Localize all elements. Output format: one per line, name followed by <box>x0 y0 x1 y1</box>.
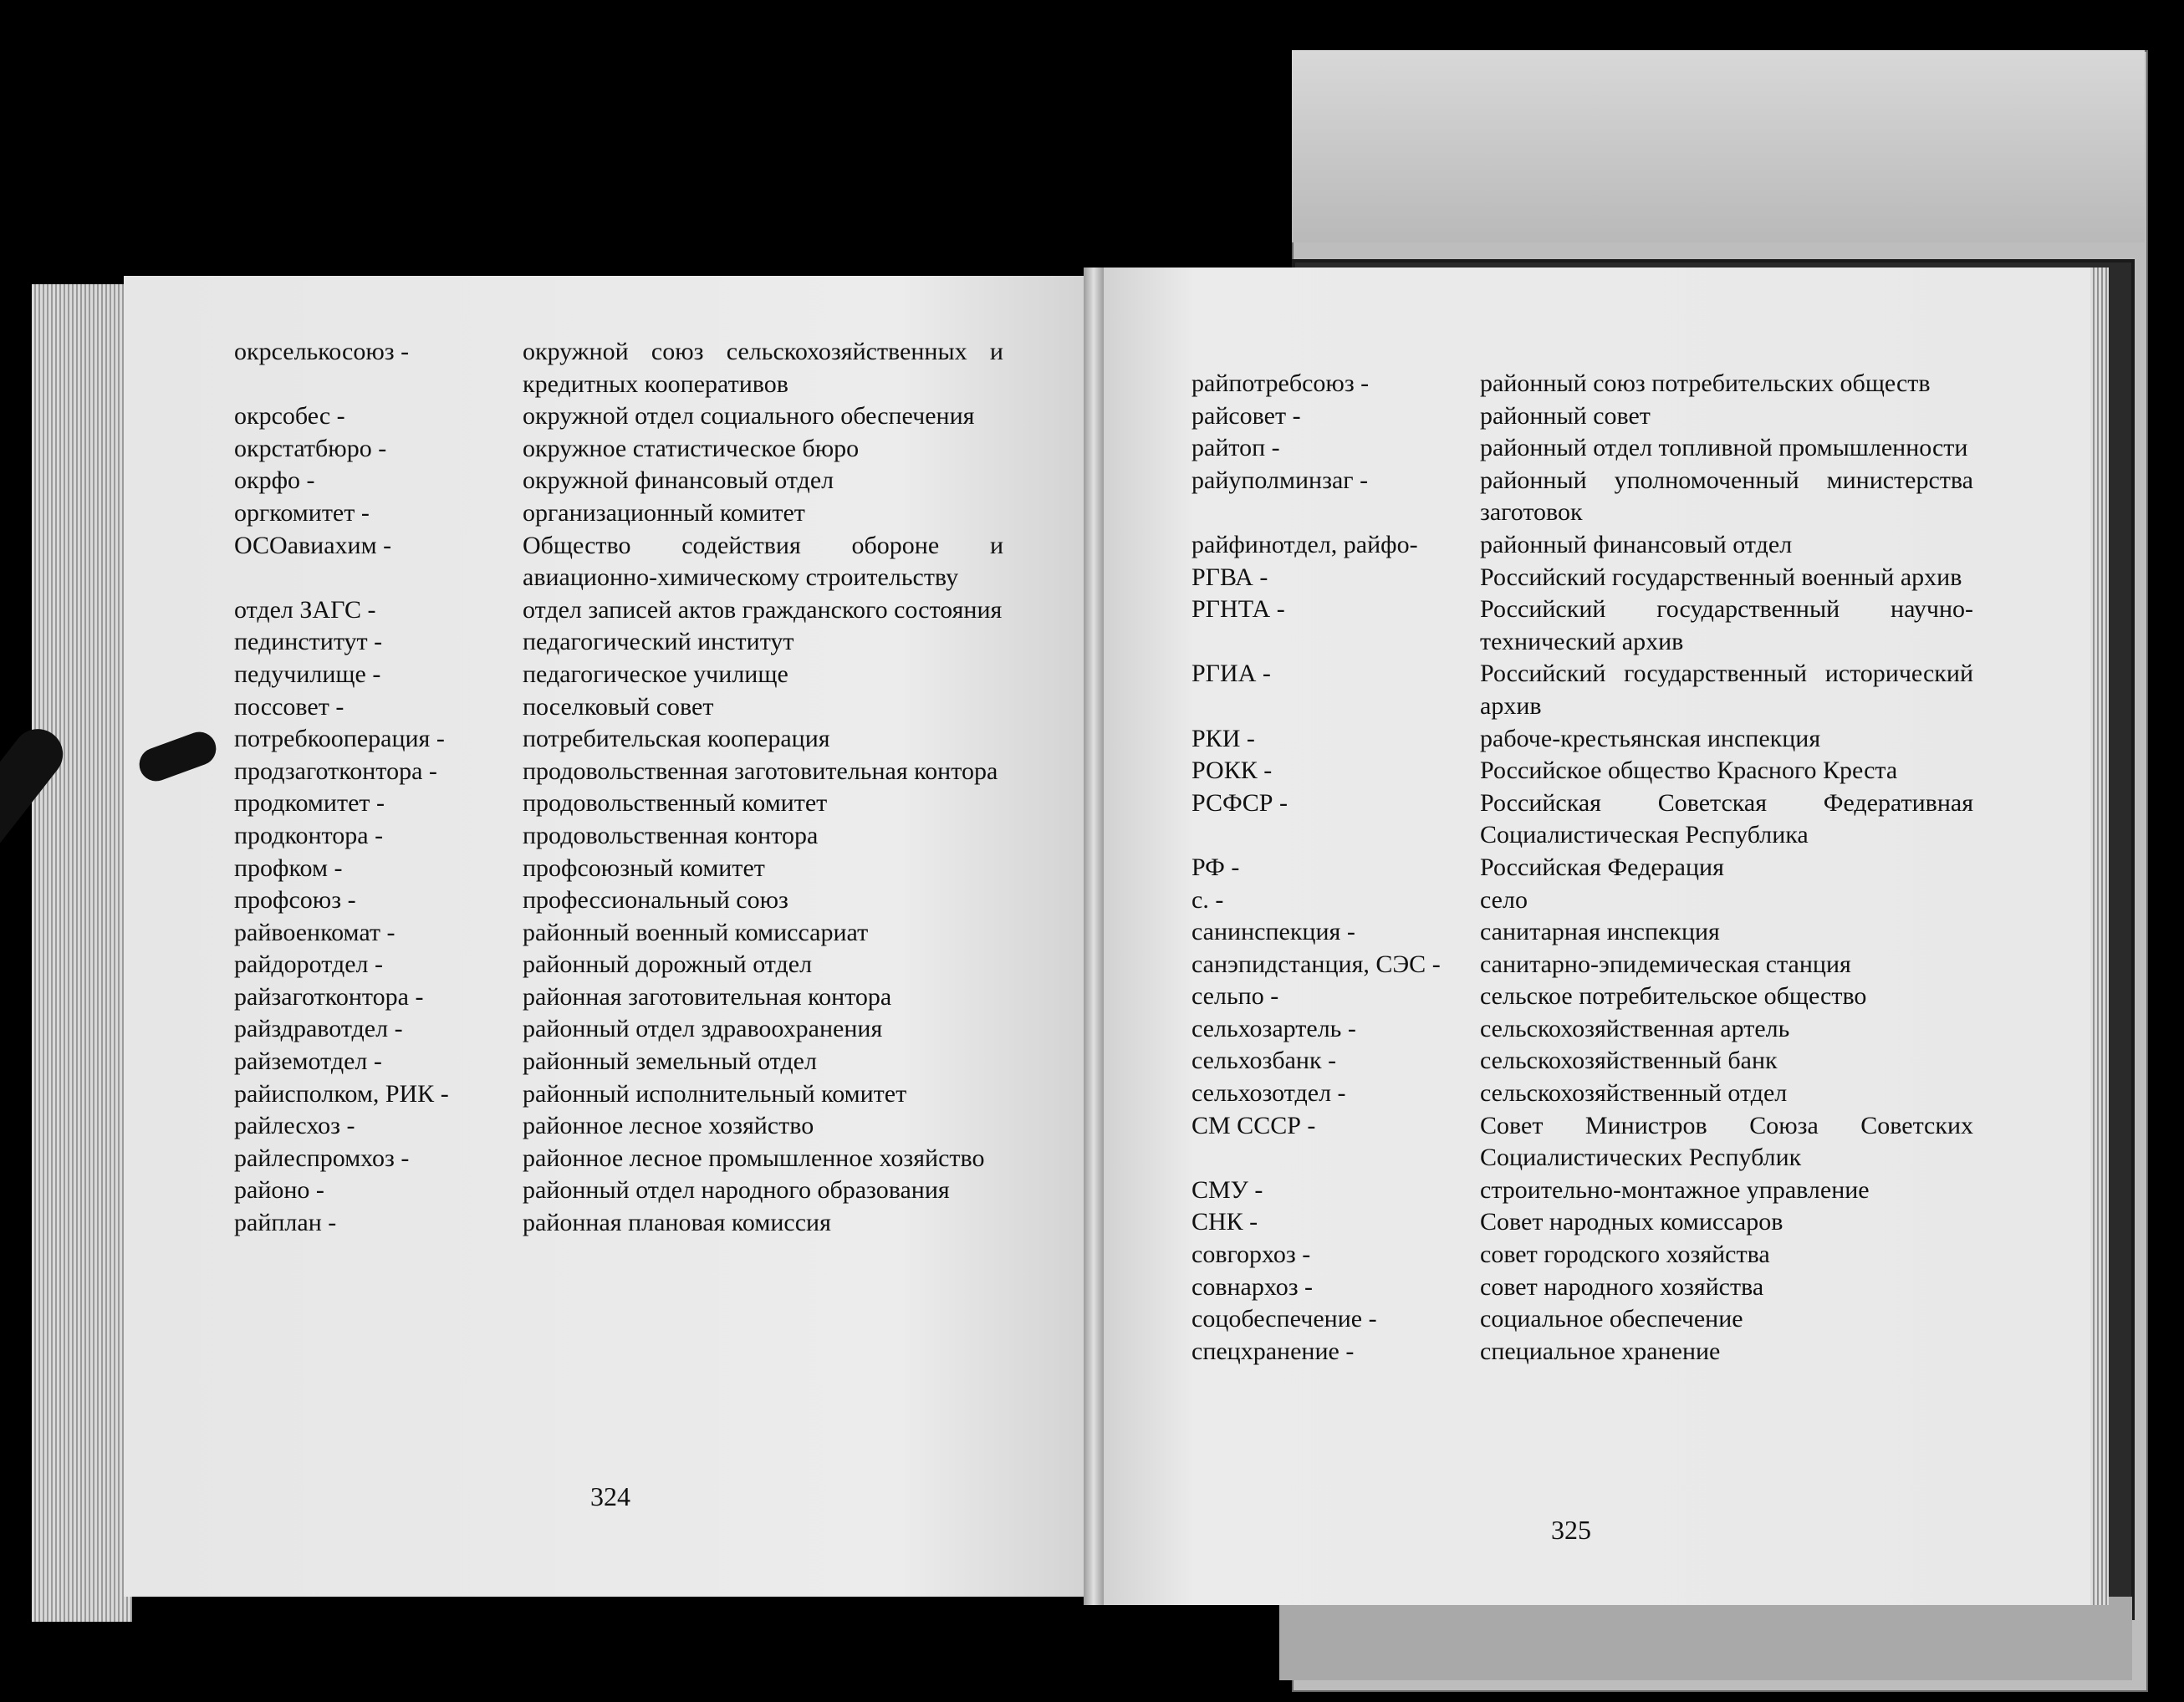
entry-definition: окружной союз сельскохозяйственных и кредитных кооперативов <box>523 338 1003 398</box>
entry-abbreviation: РСФСР - <box>1192 788 1288 817</box>
entry-definition: поселковый совет <box>523 692 714 721</box>
glossary-entry <box>1192 884 1973 917</box>
entry-abbreviation: продконтора - <box>234 821 384 849</box>
entry-definition: профессиональный союз <box>523 886 788 915</box>
entry-definition: районный совет <box>1480 401 1651 430</box>
glossary-entry <box>1192 981 1973 1013</box>
entry-definition: Российское общество Красного Креста <box>1480 757 1898 785</box>
glossary-entry <box>1192 1206 1973 1239</box>
glossary-entry <box>234 853 1003 885</box>
entry-abbreviation: окрфо - <box>234 466 315 495</box>
page-number-left: 324 <box>590 1481 630 1511</box>
glossary-entry <box>1192 1239 1973 1271</box>
entry-definition: село <box>1480 885 1528 914</box>
entry-definition: Российский государственный научно-технический архив <box>1480 595 1973 655</box>
entry-definition: продовольственная заготовительная контора <box>523 757 998 785</box>
glossary-entry <box>1192 723 1973 756</box>
glossary-entry <box>234 465 1003 497</box>
entry-definition: Совет Министров Союза Советских Социалистических Республик <box>1480 1111 1973 1172</box>
entry-definition: Российский государственный военный архив <box>1480 563 1962 591</box>
entry-definition: районная плановая комиссия <box>523 1209 831 1237</box>
glossary-entry <box>234 497 1003 530</box>
entry-abbreviation: отдел ЗАГС - <box>234 595 376 624</box>
glossary-entry <box>1192 1336 1973 1368</box>
background-book-cover <box>1292 50 2145 242</box>
entry-definition: санитарно-эпидемическая станция <box>1480 950 1851 978</box>
entry-definition: профсоюзный комитет <box>523 854 765 882</box>
entry-definition: окружной отдел социального обеспечения <box>523 402 975 431</box>
entry-definition: Российская Федерация <box>1480 853 1724 881</box>
entry-abbreviation: райздравотдел - <box>234 1015 403 1043</box>
glossary-entry <box>1192 916 1973 949</box>
entry-definition: окружной финансовый отдел <box>523 466 834 495</box>
glossary-entry <box>1192 1303 1973 1336</box>
glossary-entry <box>1192 432 1973 465</box>
entry-definition: районный исполнительный комитет <box>523 1079 907 1108</box>
entry-abbreviation: сельхозбанк - <box>1192 1047 1337 1075</box>
entry-abbreviation: ОСОавиахим - <box>234 531 392 559</box>
glossary-entry <box>1192 529 1973 562</box>
entry-definition: районный союз потребительских обществ <box>1480 369 1931 397</box>
entry-abbreviation: оргкомитет - <box>234 498 370 527</box>
entry-abbreviation: продкомитет - <box>234 789 385 818</box>
entry-abbreviation: РОКК - <box>1192 757 1273 785</box>
glossary-entry <box>234 336 1003 400</box>
glossary-entry <box>1192 658 1973 722</box>
entry-definition: сельскохозяйственный отдел <box>1480 1079 1788 1108</box>
book-gutter <box>1084 268 1104 1605</box>
entry-abbreviation: педучилище - <box>234 660 381 688</box>
glossary-entry <box>1192 1013 1973 1046</box>
entry-abbreviation: райисполком, РИК - <box>234 1079 449 1108</box>
entry-definition: районное лесное хозяйство <box>523 1112 814 1140</box>
entry-abbreviation: райзаготконтора - <box>234 982 424 1011</box>
entry-abbreviation: санинспекция - <box>1192 918 1355 946</box>
entry-abbreviation: СНК - <box>1192 1208 1258 1236</box>
entry-abbreviation: райдоротдел - <box>234 950 383 979</box>
glossary-entry <box>234 691 1003 724</box>
glossary-entry <box>1192 787 1973 852</box>
entry-abbreviation: райлеспромхоз - <box>234 1144 410 1172</box>
entry-definition: продовольственный комитет <box>523 789 828 818</box>
page-edges-left <box>32 284 132 1622</box>
entry-abbreviation: окрселькосоюз - <box>234 338 410 365</box>
entry-abbreviation: РГВА - <box>1192 563 1268 591</box>
entry-abbreviation: РФ - <box>1192 853 1240 881</box>
glossary-entry <box>234 400 1003 433</box>
glossary-entry <box>1192 1271 1973 1304</box>
entry-abbreviation: сельхозартель - <box>1192 1014 1356 1042</box>
glossary-entry <box>1192 562 1973 594</box>
entry-abbreviation: райфинотдел, райфо- <box>1192 530 1418 558</box>
glossary-entry <box>234 1175 1003 1207</box>
page-edges-right <box>2090 268 2109 1605</box>
glossary-entry <box>234 756 1003 788</box>
entry-abbreviation: райлесхоз - <box>234 1112 355 1140</box>
glossary-entry <box>1192 949 1973 981</box>
entry-definition: районный военный комиссариат <box>523 918 869 946</box>
entry-abbreviation: РГНТА - <box>1192 595 1285 624</box>
entry-definition: сельскохозяйственный банк <box>1480 1047 1778 1075</box>
glossary-entry <box>234 433 1003 466</box>
page-number-right: 325 <box>1551 1515 1591 1545</box>
entry-definition: районный уполномоченный министерства заготовок <box>1480 466 1973 527</box>
entry-definition: Общество содействия обороне и авиационно-химическому строительству <box>523 531 1003 592</box>
glossary-entry <box>1192 1175 1973 1207</box>
entry-definition: сельское потребительское общество <box>1480 982 1867 1011</box>
entry-definition: совет народного хозяйства <box>1480 1272 1764 1301</box>
entry-definition: продовольственная контора <box>523 821 819 849</box>
glossary-entry <box>234 1078 1003 1111</box>
glossary-entry <box>1192 852 1973 884</box>
entry-abbreviation: райплан - <box>234 1209 337 1237</box>
entry-abbreviation: совнархоз - <box>1192 1272 1314 1301</box>
entry-abbreviation: сельхозотдел - <box>1192 1079 1346 1108</box>
entry-definition: отдел записей актов гражданского состояния <box>523 595 1003 624</box>
entry-definition: районное лесное промышленное хозяйство <box>523 1144 985 1172</box>
glossary-entry <box>234 917 1003 950</box>
glossary-entry <box>1192 755 1973 787</box>
left-page-entries <box>234 336 1003 1240</box>
entry-definition: потребительская кооперация <box>523 725 830 753</box>
entry-definition: районный отдел топливной промышленности <box>1480 434 1968 462</box>
entry-abbreviation: санэпидстанция, СЭС - <box>1192 950 1441 978</box>
glossary-entry <box>234 530 1003 594</box>
entry-abbreviation: с. - <box>1192 885 1224 914</box>
entry-definition: районный отдел здравоохранения <box>523 1015 883 1043</box>
entry-abbreviation: соцобеспечение - <box>1192 1305 1377 1333</box>
entry-abbreviation: поссовет - <box>234 692 344 721</box>
glossary-entry <box>234 981 1003 1014</box>
entry-definition: районный земельный отдел <box>523 1047 817 1076</box>
entry-abbreviation: райсовет - <box>1192 401 1301 430</box>
entry-abbreviation: РГИА - <box>1192 660 1271 688</box>
entry-definition: санитарная инспекция <box>1480 918 1720 946</box>
entry-abbreviation: райземотдел - <box>234 1047 382 1076</box>
entry-definition: районная заготовительная контора <box>523 982 892 1011</box>
entry-abbreviation: окрстатбюро - <box>234 434 387 462</box>
glossary-entry <box>234 884 1003 917</box>
glossary-entry <box>234 1207 1003 1240</box>
entry-abbreviation: РКИ - <box>1192 724 1255 752</box>
glossary-entry <box>234 659 1003 691</box>
entry-definition: Российская Советская Федеративная Социалистическая Республика <box>1480 788 1973 849</box>
entry-definition: районный дорожный отдел <box>523 950 813 979</box>
entry-abbreviation: районо - <box>234 1176 324 1205</box>
entry-definition: окружное статистическое бюро <box>523 434 860 462</box>
entry-abbreviation: спецхранение - <box>1192 1337 1355 1365</box>
glossary-entry <box>1192 400 1973 433</box>
entry-definition: организационный комитет <box>523 498 805 527</box>
right-page-entries <box>1192 368 1973 1368</box>
entry-abbreviation: профком - <box>234 854 343 882</box>
entry-abbreviation: продзаготконтора - <box>234 757 437 785</box>
entry-abbreviation: сельпо - <box>1192 982 1279 1011</box>
glossary-entry <box>234 1110 1003 1143</box>
entry-abbreviation: окрсобес - <box>234 402 345 431</box>
entry-definition: рабоче-крестьянская инспекция <box>1480 724 1821 752</box>
entry-definition: социальное обеспечение <box>1480 1305 1743 1333</box>
glossary-entry <box>1192 1110 1973 1175</box>
glossary-entry <box>234 1143 1003 1175</box>
glossary-entry <box>1192 1078 1973 1110</box>
entry-definition: педагогическое училище <box>523 660 788 688</box>
entry-abbreviation: СМ СССР - <box>1192 1111 1316 1139</box>
glossary-entry <box>1192 1045 1973 1078</box>
entry-abbreviation: райтоп - <box>1192 434 1280 462</box>
background-book-bottom <box>1279 1597 2132 1680</box>
entry-abbreviation: профсоюз - <box>234 886 356 915</box>
entry-abbreviation: райпотребсоюз - <box>1192 369 1370 397</box>
glossary-entry <box>234 594 1003 627</box>
glossary-entry <box>234 820 1003 853</box>
entry-abbreviation: совгорхоз - <box>1192 1241 1311 1269</box>
entry-abbreviation: потребкооперация - <box>234 725 445 753</box>
entry-abbreviation: СМУ - <box>1192 1175 1263 1204</box>
entry-definition: специальное хранение <box>1480 1337 1721 1365</box>
entry-definition: педагогический институт <box>523 628 794 656</box>
entry-abbreviation: райуполминзаг - <box>1192 466 1369 494</box>
glossary-entry <box>1192 368 1973 400</box>
entry-definition: районный отдел народного образования <box>523 1176 950 1205</box>
glossary-entry <box>234 1046 1003 1078</box>
entry-definition: совет городского хозяйства <box>1480 1241 1770 1269</box>
entry-definition: Российский государственный исторический архив <box>1480 660 1973 720</box>
entry-definition: Совет народных комиссаров <box>1480 1208 1783 1236</box>
entry-definition: сельскохозяйственная артель <box>1480 1014 1790 1042</box>
glossary-entry <box>234 787 1003 820</box>
entry-definition: строительно-монтажное управление <box>1480 1175 1870 1204</box>
glossary-entry <box>234 723 1003 756</box>
glossary-entry <box>234 626 1003 659</box>
entry-abbreviation: пединститут - <box>234 628 383 656</box>
glossary-entry <box>1192 465 1973 529</box>
glossary-entry <box>234 1013 1003 1046</box>
entry-abbreviation: райвоенкомат - <box>234 918 395 946</box>
glossary-entry <box>1192 594 1973 658</box>
entry-definition: районный финансовый отдел <box>1480 530 1793 558</box>
glossary-entry <box>234 949 1003 981</box>
